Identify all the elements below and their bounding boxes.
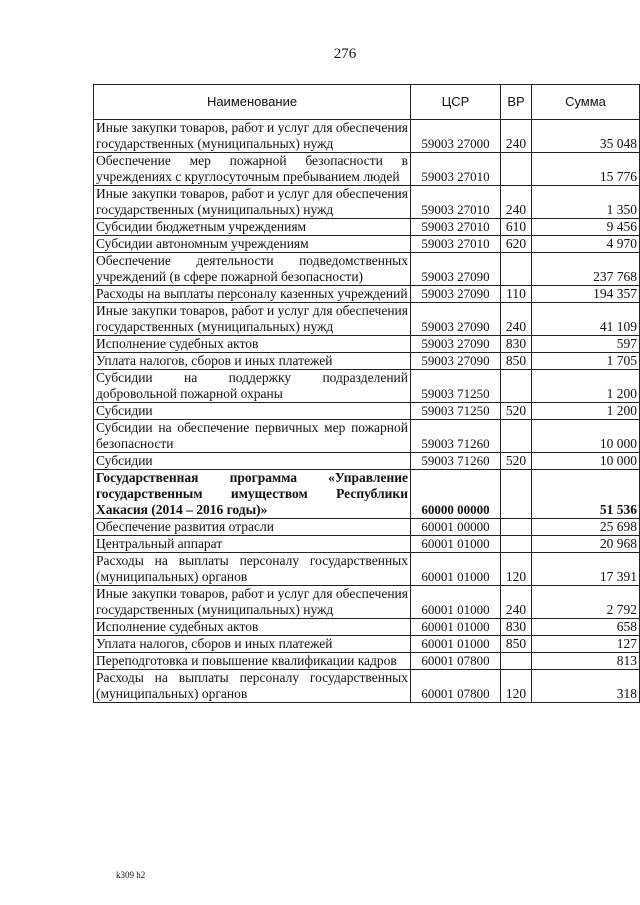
row-csr: 59003 27090	[411, 336, 501, 353]
row-csr: 59003 27010	[411, 153, 501, 186]
row-name: Исполнение судебных актов	[94, 619, 411, 636]
table-row	[94, 553, 640, 586]
row-sum: 318	[532, 670, 640, 703]
table-row	[94, 370, 640, 403]
row-vr	[501, 153, 532, 186]
row-csr: 60001 07800	[411, 653, 501, 670]
table-row	[94, 586, 640, 619]
row-vr: 520	[501, 403, 532, 420]
table-row	[94, 219, 640, 236]
row-vr	[501, 470, 532, 519]
row-sum: 10 000	[532, 420, 640, 453]
table-row	[94, 536, 640, 553]
table-row	[94, 353, 640, 370]
row-name: Уплата налогов, сборов и иных платежей	[94, 636, 411, 653]
row-name: Субсидии на поддержку подразделений добровольной пожарной охраны	[94, 370, 411, 403]
row-sum: 127	[532, 636, 640, 653]
row-sum: 25 698	[532, 519, 640, 536]
row-sum: 41 109	[532, 303, 640, 336]
row-name: Субсидии автономным учреждениям	[94, 236, 411, 253]
row-sum: 20 968	[532, 536, 640, 553]
row-vr	[501, 253, 532, 286]
row-sum: 51 536	[532, 470, 640, 519]
row-csr: 59003 27090	[411, 303, 501, 336]
row-sum: 1 200	[532, 403, 640, 420]
row-vr: 830	[501, 619, 532, 636]
row-csr: 59003 27010	[411, 186, 501, 219]
row-vr: 850	[501, 636, 532, 653]
row-csr: 60000 00000	[411, 470, 501, 519]
row-vr	[501, 420, 532, 453]
row-csr: 59003 27010	[411, 236, 501, 253]
row-csr: 60001 01000	[411, 586, 501, 619]
row-sum: 9 456	[532, 219, 640, 236]
table-row	[94, 253, 640, 286]
row-sum: 597	[532, 336, 640, 353]
budget-table	[93, 84, 640, 703]
row-csr: 59003 27090	[411, 353, 501, 370]
row-csr: 59003 71260	[411, 453, 501, 470]
row-csr: 59003 27000	[411, 120, 501, 153]
row-vr	[501, 536, 532, 553]
row-vr: 120	[501, 670, 532, 703]
table-row	[94, 636, 640, 653]
table-row	[94, 653, 640, 670]
row-sum: 1 200	[532, 370, 640, 403]
row-name: Переподготовка и повышение квалификации кадров	[94, 653, 411, 670]
table-row	[94, 186, 640, 219]
header-sum: Сумма	[532, 85, 640, 120]
row-vr: 240	[501, 186, 532, 219]
row-name: Обеспечение деятельности подведомственных учреждений (в сфере пожарной безопасности)	[94, 253, 411, 286]
row-csr: 60001 00000	[411, 519, 501, 536]
row-sum: 2 792	[532, 586, 640, 619]
row-csr: 59003 71260	[411, 420, 501, 453]
table-row	[94, 403, 640, 420]
row-name: Иные закупки товаров, работ и услуг для обеспечения государственных (муниципальных) нужд	[94, 186, 411, 219]
row-name: Расходы на выплаты персоналу государственных (муниципальных) органов	[94, 553, 411, 586]
row-csr: 59003 71250	[411, 370, 501, 403]
table-row	[94, 286, 640, 303]
row-name: Расходы на выплаты персоналу казенных учреждений	[94, 286, 411, 303]
table-row	[94, 519, 640, 536]
table-row	[94, 453, 640, 470]
row-vr: 620	[501, 236, 532, 253]
row-sum: 17 391	[532, 553, 640, 586]
table-row	[94, 153, 640, 186]
table-row	[94, 420, 640, 453]
row-vr: 830	[501, 336, 532, 353]
row-name: Субсидии на обеспечение первичных мер пожарной безопасности	[94, 420, 411, 453]
row-sum: 1 705	[532, 353, 640, 370]
table-header-row	[94, 85, 640, 120]
row-vr: 110	[501, 286, 532, 303]
header-vr: ВР	[501, 85, 532, 120]
row-name: Уплата налогов, сборов и иных платежей	[94, 353, 411, 370]
row-vr: 520	[501, 453, 532, 470]
row-vr: 850	[501, 353, 532, 370]
row-vr: 240	[501, 586, 532, 619]
row-sum: 194 357	[532, 286, 640, 303]
row-csr: 59003 27090	[411, 286, 501, 303]
row-name: Расходы на выплаты персоналу государственных (муниципальных) органов	[94, 670, 411, 703]
row-sum: 813	[532, 653, 640, 670]
row-sum: 35 048	[532, 120, 640, 153]
row-sum: 10 000	[532, 453, 640, 470]
row-vr: 610	[501, 219, 532, 236]
table-row	[94, 120, 640, 153]
table-row	[94, 303, 640, 336]
row-name: Центральный аппарат	[94, 536, 411, 553]
row-name: Субсидии	[94, 453, 411, 470]
row-vr: 240	[501, 303, 532, 336]
row-vr	[501, 519, 532, 536]
row-csr: 60001 01000	[411, 636, 501, 653]
row-name: Государственная программа «Управление государственным имуществом Республики Хакасия (2014 – 2016 годы)»	[94, 470, 411, 519]
row-sum: 658	[532, 619, 640, 636]
row-csr: 59003 71250	[411, 403, 501, 420]
row-vr: 120	[501, 553, 532, 586]
row-vr: 240	[501, 120, 532, 153]
table-row	[94, 619, 640, 636]
row-csr: 59003 27010	[411, 219, 501, 236]
row-sum: 15 776	[532, 153, 640, 186]
row-name: Иные закупки товаров, работ и услуг для обеспечения государственных (муниципальных) нужд	[94, 586, 411, 619]
row-name: Субсидии бюджетным учреждениям	[94, 219, 411, 236]
table-row	[94, 470, 640, 519]
page-number: 276	[333, 46, 357, 62]
row-csr: 60001 01000	[411, 619, 501, 636]
row-name: Обеспечение мер пожарной безопасности в учреждениях с круглосуточным пребыванием людей	[94, 153, 411, 186]
row-csr: 59003 27090	[411, 253, 501, 286]
row-vr	[501, 653, 532, 670]
row-csr: 60001 01000	[411, 536, 501, 553]
footer-code: k309 h2	[116, 870, 146, 880]
table-row	[94, 236, 640, 253]
table-row	[94, 670, 640, 703]
row-name: Исполнение судебных актов	[94, 336, 411, 353]
row-name: Иные закупки товаров, работ и услуг для обеспечения государственных (муниципальных) нужд	[94, 120, 411, 153]
table-row	[94, 336, 640, 353]
row-sum: 4 970	[532, 236, 640, 253]
row-sum: 237 768	[532, 253, 640, 286]
header-csr: ЦСР	[411, 85, 501, 120]
row-vr	[501, 370, 532, 403]
row-name: Иные закупки товаров, работ и услуг для обеспечения государственных (муниципальных) нужд	[94, 303, 411, 336]
row-csr: 60001 01000	[411, 553, 501, 586]
row-sum: 1 350	[532, 186, 640, 219]
header-name: Наименование	[94, 85, 411, 120]
row-csr: 60001 07800	[411, 670, 501, 703]
row-name: Субсидии	[94, 403, 411, 420]
row-name: Обеспечение развития отрасли	[94, 519, 411, 536]
